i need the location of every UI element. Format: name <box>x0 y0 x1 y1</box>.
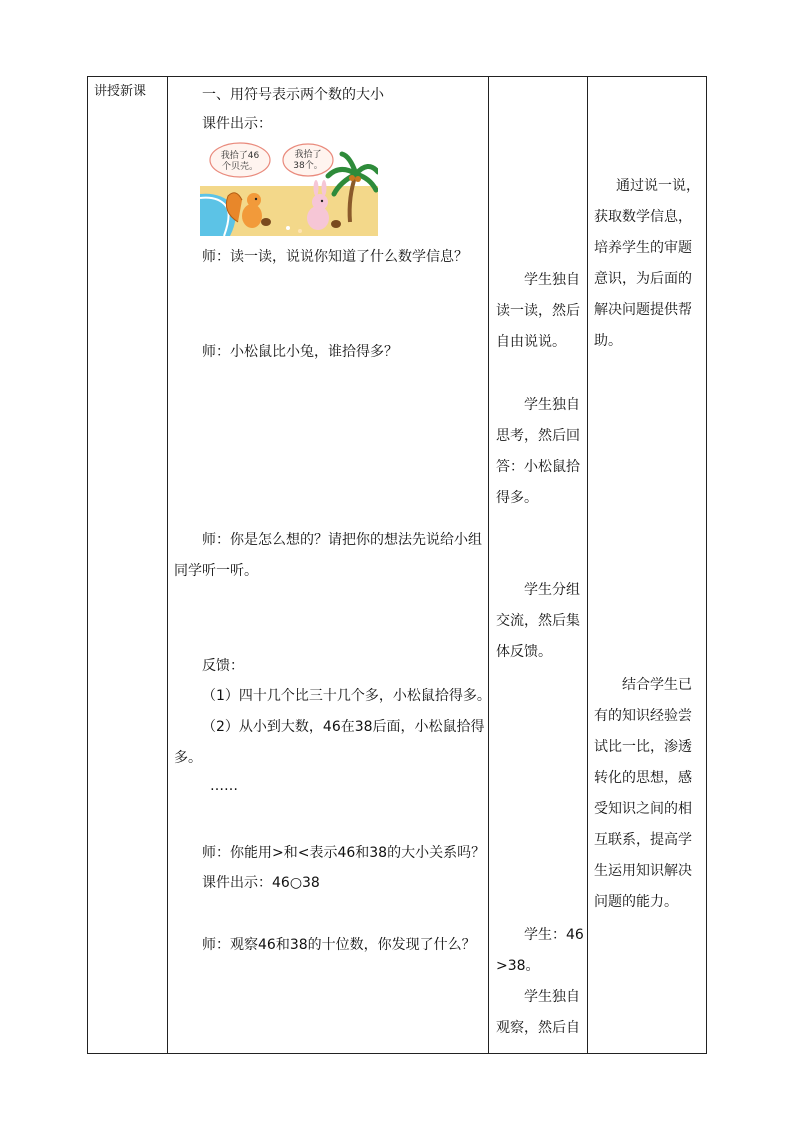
student-answer-1-line-2: 读一读，然后 <box>496 303 580 319</box>
student-answer-4-line-2: >38。 <box>496 958 540 974</box>
feedback-item-2: （2）从小到大数，46在38后面，小松鼠拾得 <box>202 719 485 735</box>
student-answer-3-line-3: 体反馈。 <box>496 644 552 660</box>
rabbit-eye <box>321 200 323 202</box>
feedback-item-1: （1）四十几个比三十几个多，小松鼠拾得多。 <box>202 688 491 704</box>
shell-bag <box>331 220 341 228</box>
squirrel-bubble-line-1: 我拾了46 <box>220 151 260 161</box>
section-heading: 一、用符号表示两个数的大小 <box>202 87 384 103</box>
student-answer-1-line-3: 自由说说。 <box>496 334 566 350</box>
intent-1-line-6: 助。 <box>594 333 622 349</box>
courseware-label: 课件出示： <box>202 116 272 132</box>
student-answer-3-line-1: 学生分组 <box>524 582 580 598</box>
student-answer-2-line-1: 学生独自 <box>524 397 580 413</box>
coconut <box>349 175 355 181</box>
squirrel-bubble-line-2: 个贝壳。 <box>221 162 259 172</box>
student-answer-1-line-1: 学生独自 <box>524 272 580 288</box>
student-answer-4-line-1: 学生：46 <box>524 927 584 943</box>
student-answer-5-line-2: 观察，然后自 <box>496 1020 580 1036</box>
shell <box>298 229 302 233</box>
coconut <box>355 176 361 182</box>
table-top-border <box>87 76 707 77</box>
intent-2-line-7: 生运用知识解决 <box>594 863 692 879</box>
rabbit-bubble-line-1: 我拾了 <box>294 150 322 160</box>
shell-bag <box>261 218 271 226</box>
teacher-question-3-cont: 同学听一听。 <box>174 563 258 579</box>
row-label: 讲授新课 <box>94 84 147 99</box>
table-right-border <box>706 76 707 1053</box>
teacher-question-3: 师：你是怎么想的？请把你的想法先说给小组 <box>202 532 482 548</box>
column-divider <box>488 76 489 1053</box>
courseware-comparison: 课件出示：46○38 <box>202 875 320 891</box>
squirrel-body <box>242 204 262 228</box>
teacher-question-2: 师：小松鼠比小兔，谁拾得多？ <box>202 344 398 360</box>
rabbit-speech-bubble <box>283 144 333 176</box>
intent-2-line-1: 结合学生已 <box>622 677 692 693</box>
intent-1-line-2: 获取数学信息， <box>594 209 692 225</box>
feedback-item-2-cont: 多。 <box>174 750 202 766</box>
intent-2-line-3: 试比一比，渗透 <box>594 739 692 755</box>
column-divider <box>587 76 588 1053</box>
student-answer-2-line-4: 得多。 <box>496 490 538 506</box>
intent-1-line-1: 通过说一说， <box>616 178 700 194</box>
intent-2-line-2: 有的知识经验尝 <box>594 708 692 724</box>
feedback-label: 反馈： <box>202 658 244 674</box>
table-left-border <box>87 76 88 1053</box>
rabbit-head <box>312 194 328 210</box>
intent-2-line-6: 互联系，提高学 <box>594 832 692 848</box>
squirrel-head <box>247 193 261 207</box>
intent-2-line-5: 受知识之间的相 <box>594 801 692 817</box>
student-answer-3-line-2: 交流，然后集 <box>496 613 580 629</box>
squirrel-eye <box>255 198 257 200</box>
intent-2-line-4: 转化的思想，感 <box>594 770 692 786</box>
student-answer-2-line-3: 答：小松鼠拾 <box>496 459 580 475</box>
shell <box>286 226 290 230</box>
ellipsis: …… <box>210 778 238 794</box>
intent-1-line-3: 培养学生的审题 <box>594 240 692 256</box>
rabbit-ear <box>322 180 327 196</box>
rabbit-bubble-line-2: 38个。 <box>293 161 323 171</box>
teacher-question-5: 师：观察46和38的十位数，你发现了什么？ <box>202 937 476 953</box>
teacher-question-4: 师：你能用>和<表示46和38的大小关系吗？ <box>202 845 486 861</box>
intent-2-line-8: 问题的能力。 <box>594 894 678 910</box>
intent-1-line-5: 解决问题提供帮 <box>594 302 692 318</box>
squirrel-rabbit-illustration <box>200 142 378 236</box>
student-answer-2-line-2: 思考，然后回 <box>496 428 580 444</box>
rabbit-ear <box>314 180 319 196</box>
teacher-question-1: 师：读一读，说说你知道了什么数学信息？ <box>202 249 468 265</box>
column-divider <box>167 76 168 1053</box>
intent-1-line-4: 意识，为后面的 <box>594 271 692 287</box>
table-bottom-border <box>87 1053 707 1054</box>
student-answer-5-line-1: 学生独自 <box>524 989 580 1005</box>
